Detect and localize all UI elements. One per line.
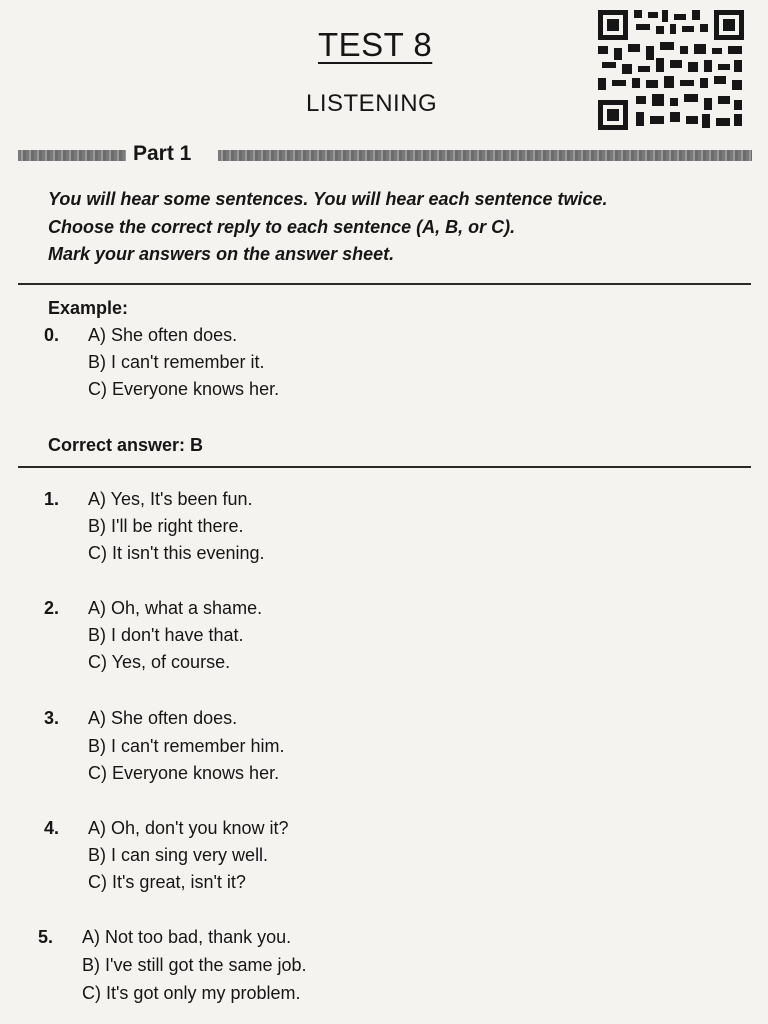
part-bar-left [18,150,126,161]
option-b: B) I can't remember him. [88,736,285,756]
qr-code-icon [596,8,746,132]
option-c: C) It isn't this evening. [88,543,265,563]
option-a: A) She often does. [88,708,238,728]
option-a: A) She often does. [88,325,238,345]
instruction-line: Mark your answers on the answer sheet. [48,244,395,264]
example-label: Example: [48,298,129,318]
question-number: 4. [44,818,60,838]
instructions [48,186,608,269]
question-number: 2. [44,598,60,618]
divider [18,466,751,468]
question-number: 1. [44,489,60,509]
option-c: C) Everyone knows her. [88,763,280,783]
option-a: A) Oh, don't you know it? [88,818,289,838]
option-c: C) Everyone knows her. [88,379,280,399]
part-header [18,142,752,168]
page-title: TEST 8 [318,26,433,63]
part-label: Part 1 [133,142,192,165]
option-b: B) I've still got the same job. [82,955,307,975]
instruction-line: Choose the correct reply to each sentence (A, B, or C). [48,216,516,237]
option-b: B) I'll be right there. [88,516,244,536]
option-a: A) Not too bad, thank you. [82,927,292,947]
correct-answer: Correct answer: B [48,435,204,455]
option-b: B) I don't have that. [88,625,244,645]
option-b: B) I can sing very well. [88,845,269,865]
option-c: C) It's great, isn't it? [88,872,246,892]
question-number: 5. [38,927,54,947]
question-number: 3. [44,708,60,728]
option-c: C) It's got only my problem. [82,983,301,1003]
option-a: A) Oh, what a shame. [88,598,263,618]
option-b: B) I can't remember it. [88,352,265,372]
instruction-line: You will hear some sentences. You will hear each sentence twice. [48,189,608,209]
option-a: A) Yes, It's been fun. [88,489,253,509]
question-number: 0. [44,325,60,345]
section-title: LISTENING [306,90,438,117]
option-c: C) Yes, of course. [88,652,231,672]
part-bar-right [218,150,752,161]
divider [18,283,751,285]
